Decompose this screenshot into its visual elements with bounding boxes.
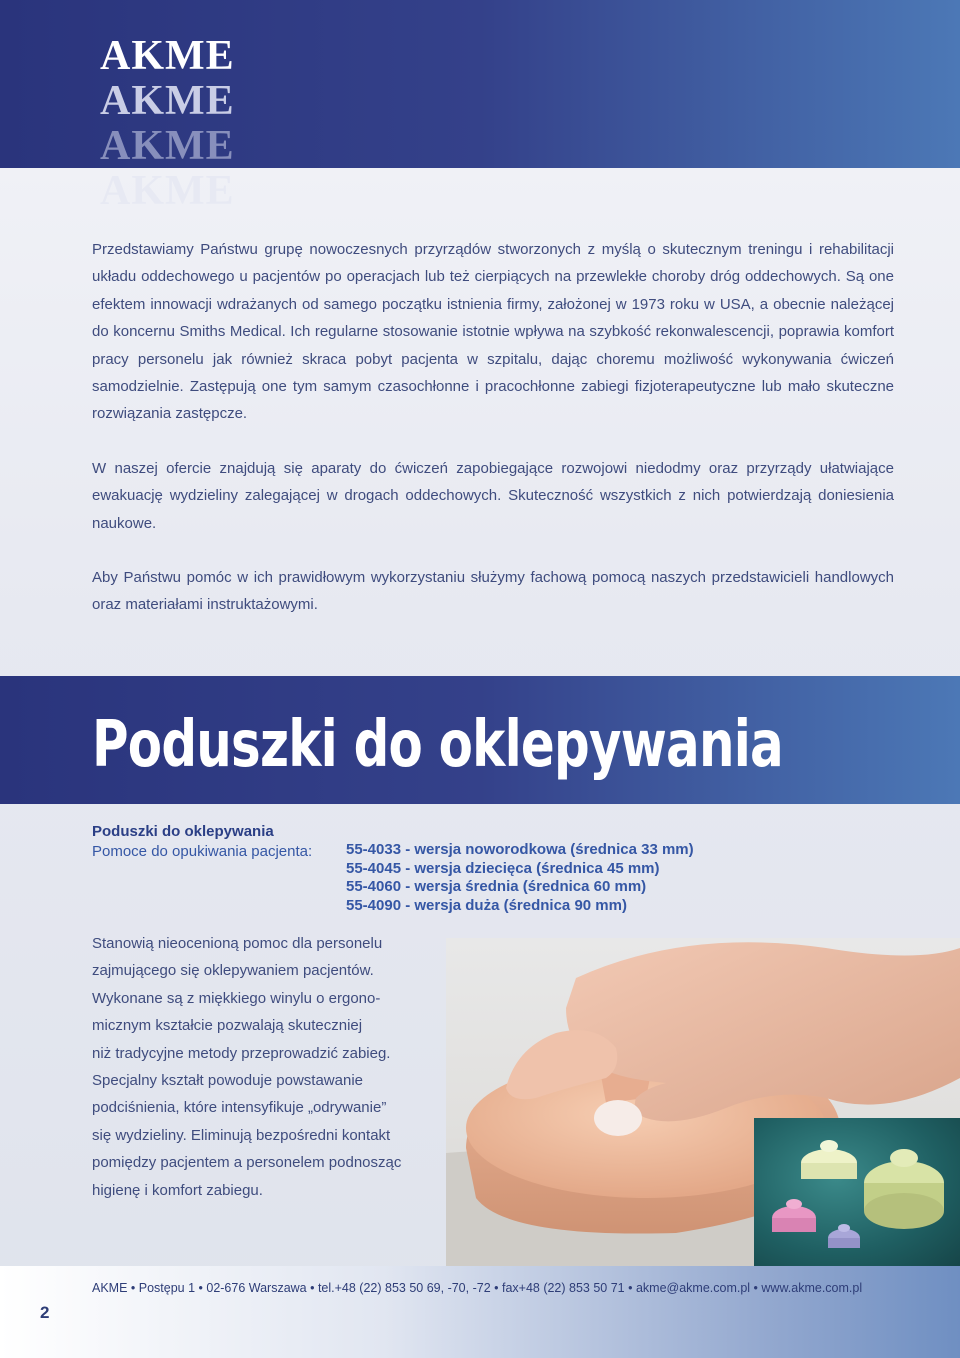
variant-item: 55-4060 - wersja średnia (średnica 60 mm) <box>346 878 647 896</box>
product-name: Poduszki do oklepywania <box>92 823 274 840</box>
logo-line: AKME <box>100 123 235 169</box>
variant-list <box>346 841 694 916</box>
description-line: pomiędzy pacjentem a personelem podnosząc <box>92 1154 402 1172</box>
intro-paragraph: W naszej ofercie znajdują się aparaty do ćwiczeń zapobiegające rozwojowi niedodmy oraz przyrządy ułatwiające ewakuację wydzieliny zalegającej w drogach oddechowych. Skuteczność wszystkich z nich potwierdzają doniesienia naukowe. <box>92 459 894 532</box>
logo-line: AKME <box>100 78 235 124</box>
variant-item: 55-4090 - wersja duża (średnica 90 mm) <box>346 897 627 915</box>
logo-line: AKME <box>100 168 235 214</box>
intro-text <box>92 236 894 646</box>
description-line: Specjalny kształt powoduje powstawanie <box>92 1072 363 1090</box>
description-line: higienę i komfort zabiegu. <box>92 1181 263 1199</box>
description-line: Stanowią nieocenioną pomoc dla personelu <box>92 935 383 952</box>
section-title: Poduszki do oklepywania <box>92 708 783 782</box>
intro-paragraph: Aby Państwu pomóc w ich prawidłowym wykorzystaniu służymy fachową pomocą naszych przedstawicieli handlowych oraz materiałami instruktażowymi. <box>92 569 894 614</box>
variant-item: 55-4045 - wersja dziecięca (średnica 45 mm) <box>346 859 660 877</box>
description-line: niż tradycyjne metody przeprowadzić zabieg. <box>92 1044 391 1062</box>
footer-contact: AKME • Postępu 1 • 02-676 Warszawa • tel.+48 (22) 853 50 69, -70, -72 • fax+48 (22) 853 50 71 • akme@akme.com.pl • www.akme.com.pl <box>92 1281 863 1295</box>
product-header <box>92 822 912 915</box>
description-line: podciśnienia, które intensyfikuje „odrywanie” <box>92 1099 387 1117</box>
product-description <box>92 930 437 1204</box>
description-line: micznym kształcie pozwalają skuteczniej <box>92 1017 363 1035</box>
description-line: się wydzieliny. Eliminują bezpośredni kontakt <box>92 1126 391 1144</box>
variant-item: 55-4033 - wersja noworodkowa (średnica 33 mm) <box>346 841 694 858</box>
description-line: Wykonane są z miękkiego winylu o ergono- <box>92 989 381 1007</box>
page-number: 2 <box>40 1303 50 1322</box>
product-photo-sizes <box>754 1118 960 1266</box>
logo-line: AKME <box>100 33 235 79</box>
description-line: zajmującego się oklepywaniem pacjentów. <box>92 962 374 980</box>
intro-paragraph: Przedstawiamy Państwu grupę nowoczesnych przyrządów stworzonych z myślą o skutecznym treningu i rehabilitacji układu oddechowego u pacjentów po operacjach lub też cierpiących na przewlekłe choroby dróg oddechowych. Są one efektem innowacji wdrażanych od samego początku istnienia firmy, założonej w 1973 roku w USA, a obecnie należącej do koncernu Smiths Medical. Ich regularne stosowanie istotnie wpływa na szybkość rekonwalescencji, poprawia komfort pracy personelu jak również skraca pobyt pacjenta w szpitalu, dając choremu możliwość wykonywania ćwiczeń samodzielnie. Zastępują one tym samym czasochłonne i pracochłonne zabiegi fizjoterapeutyczne lub mało skuteczne rozwiązania zastępcze. <box>92 241 894 423</box>
akme-logo <box>100 34 300 214</box>
product-subtitle: Pomoce do opukiwania pacjenta: <box>92 843 313 860</box>
product-sizes-illustration <box>754 1118 960 1266</box>
